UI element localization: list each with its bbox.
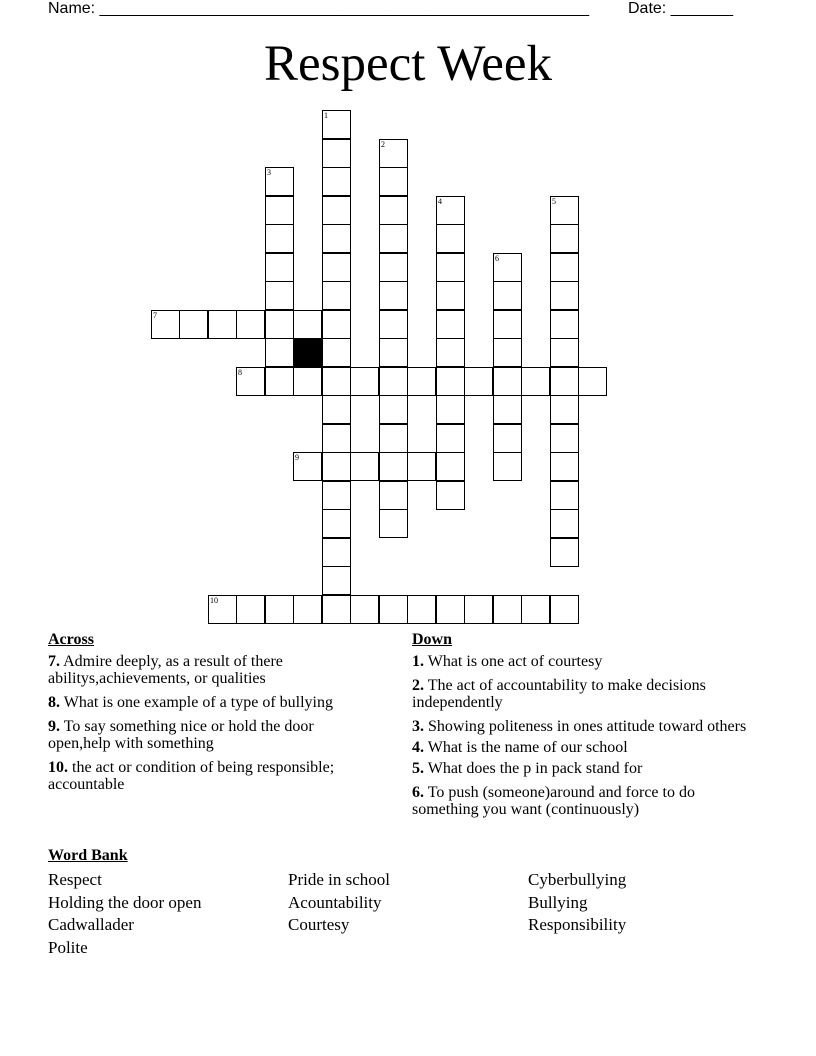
grid-cell[interactable] (578, 367, 607, 396)
clue-number: 4 (438, 197, 442, 206)
grid-cell[interactable] (322, 338, 351, 367)
grid-cell[interactable] (322, 509, 351, 538)
grid-cell[interactable] (293, 310, 322, 339)
down-clue-4: 4. What is the name of our school (412, 739, 628, 756)
grid-cell[interactable] (464, 595, 493, 624)
grid-cell[interactable] (265, 367, 294, 396)
grid-cell[interactable] (436, 424, 465, 453)
clue-number: 2 (381, 140, 385, 149)
grid-cell[interactable] (407, 452, 436, 481)
grid-cell[interactable] (436, 338, 465, 367)
grid-cell[interactable] (493, 310, 522, 339)
grid-cell[interactable] (265, 167, 294, 196)
grid-cell[interactable] (521, 367, 550, 396)
grid-cell[interactable] (436, 281, 465, 310)
word-bank-item: Acountability (288, 892, 382, 912)
grid-cell[interactable] (436, 224, 465, 253)
grid-cell[interactable] (379, 509, 408, 538)
word-bank-item: Bullying (528, 892, 588, 912)
grid-cell[interactable] (493, 452, 522, 481)
grid-cell[interactable] (436, 452, 465, 481)
word-bank-heading: Word Bank (48, 847, 128, 864)
grid-cell[interactable] (151, 310, 180, 339)
date-line: Date: _______ (628, 0, 733, 17)
grid-cell[interactable] (407, 367, 436, 396)
grid-cell[interactable] (379, 367, 408, 396)
word-bank-item: Respect (48, 870, 102, 889)
grid-cell[interactable] (493, 338, 522, 367)
grid-cell[interactable] (550, 481, 579, 510)
grid-cell[interactable] (379, 481, 408, 510)
grid-cell[interactable] (293, 452, 322, 481)
down-clue-1: 1. What is one act of courtesy (412, 653, 603, 670)
grid-cell[interactable] (322, 367, 351, 396)
grid-cell[interactable] (322, 595, 351, 624)
down-heading: Down (412, 631, 453, 648)
grid-cell[interactable] (550, 509, 579, 538)
grid-cell[interactable] (350, 452, 379, 481)
grid-cell[interactable] (379, 196, 408, 225)
grid-cell[interactable] (550, 595, 579, 624)
grid-cell[interactable] (464, 367, 493, 396)
grid-cell[interactable] (550, 253, 579, 282)
grid-cell[interactable] (493, 424, 522, 453)
grid-cell[interactable] (550, 424, 579, 453)
grid-cell[interactable] (550, 367, 579, 396)
grid-cell[interactable] (265, 338, 294, 367)
grid-cell[interactable] (322, 224, 351, 253)
word-bank-item: Polite (48, 937, 88, 957)
word-bank-column (288, 869, 390, 937)
down-clue-list (412, 653, 752, 825)
grid-cell[interactable] (493, 595, 522, 624)
grid-cell[interactable] (236, 367, 265, 396)
grid-cell[interactable] (550, 538, 579, 567)
grid-cell[interactable] (379, 281, 408, 310)
grid-cell[interactable] (521, 595, 550, 624)
grid-cell[interactable] (293, 367, 322, 396)
down-clue-2: 2. The act of accountability to make decisions independently (412, 677, 706, 711)
word-bank-column (528, 869, 626, 937)
grid-cell[interactable] (379, 167, 408, 196)
grid-cell[interactable] (322, 110, 351, 139)
grid-cell[interactable] (265, 310, 294, 339)
clue-number: 7 (153, 311, 157, 320)
grid-cell[interactable] (550, 452, 579, 481)
grid-cell[interactable] (550, 338, 579, 367)
grid-cell[interactable] (322, 538, 351, 567)
grid-cell[interactable] (379, 424, 408, 453)
grid-cell[interactable] (379, 224, 408, 253)
grid-cell[interactable] (436, 481, 465, 510)
grid-cell[interactable] (322, 424, 351, 453)
grid-cell[interactable] (493, 281, 522, 310)
down-clue-5: 5. What does the p in pack stand for (412, 760, 643, 777)
across-clue-10: 10. the act or condition of being responsible; accountable (48, 759, 335, 793)
grid-cell[interactable] (493, 367, 522, 396)
grid-cell[interactable] (436, 595, 465, 624)
grid-cell[interactable] (350, 595, 379, 624)
clue-number: 5 (552, 197, 556, 206)
grid-cell[interactable] (379, 595, 408, 624)
grid-cell[interactable] (322, 139, 351, 168)
grid-cell[interactable] (208, 595, 237, 624)
word-bank-item: Cyberbullying (528, 870, 627, 889)
clue-number: 8 (238, 368, 242, 377)
grid-cell[interactable] (379, 310, 408, 339)
grid-cell[interactable] (436, 253, 465, 282)
grid-cell[interactable] (407, 595, 436, 624)
across-heading: Across (48, 631, 94, 648)
grid-cell[interactable] (350, 367, 379, 396)
grid-cell[interactable] (550, 395, 579, 424)
clue-number: 10 (210, 596, 218, 605)
clue-number: 1 (324, 111, 328, 120)
clue-number: 6 (495, 254, 499, 263)
grid-cell[interactable] (493, 395, 522, 424)
across-clue-8: 8. What is one example of a type of bullying (48, 694, 333, 711)
grid-cell[interactable] (322, 452, 351, 481)
down-clue-6: 6. To push (someone)around and force to do something you want (continuously) (412, 784, 695, 818)
grid-cell[interactable] (265, 281, 294, 310)
grid-cell[interactable] (493, 253, 522, 282)
grid-cell[interactable] (322, 395, 351, 424)
word-bank-item: Responsibility (528, 915, 627, 934)
word-bank-column (48, 869, 201, 959)
grid-cell[interactable] (322, 281, 351, 310)
grid-cell[interactable] (436, 196, 465, 225)
word-bank-item: Cadwallader (48, 915, 134, 934)
grid-cell[interactable] (436, 367, 465, 396)
clue-number: 3 (267, 168, 271, 177)
grid-cell[interactable] (265, 224, 294, 253)
clue-number: 9 (295, 453, 299, 462)
across-clue-list (48, 653, 378, 800)
grid-cell[interactable] (379, 395, 408, 424)
grid-cell[interactable] (379, 139, 408, 168)
grid-cell[interactable] (379, 452, 408, 481)
grid-cell[interactable] (293, 595, 322, 624)
grid-cell[interactable] (379, 338, 408, 367)
black-cell (293, 338, 322, 367)
grid-cell[interactable] (322, 167, 351, 196)
grid-cell[interactable] (322, 310, 351, 339)
grid-cell[interactable] (236, 595, 265, 624)
down-clue-3: 3. Showing politeness in ones attitude toward others (412, 718, 747, 735)
word-bank-item: Holding the door open (48, 892, 202, 912)
across-clue-9: 9. To say something nice or hold the door open,help with something (48, 718, 314, 752)
grid-cell[interactable] (322, 481, 351, 510)
grid-cell[interactable] (550, 281, 579, 310)
grid-cell[interactable] (322, 566, 351, 595)
grid-cell[interactable] (322, 196, 351, 225)
grid-cell[interactable] (550, 310, 579, 339)
grid-cell[interactable] (379, 253, 408, 282)
name-line: Name: _______________________________________________________ (48, 0, 589, 17)
word-bank-item: Courtesy (288, 915, 350, 934)
page-title: Respect Week (263, 36, 553, 92)
grid-cell[interactable] (265, 595, 294, 624)
grid-cell[interactable] (179, 310, 208, 339)
grid-cell[interactable] (322, 253, 351, 282)
across-clue-7: 7. Admire deeply, as a result of there abilitys,achievements, or qualities (48, 653, 283, 687)
grid-cell[interactable] (236, 310, 265, 339)
grid-cell[interactable] (265, 253, 294, 282)
grid-cell[interactable] (436, 310, 465, 339)
grid-cell[interactable] (550, 224, 579, 253)
grid-cell[interactable] (436, 395, 465, 424)
grid-cell[interactable] (550, 196, 579, 225)
word-bank-item: Pride in school (288, 870, 390, 889)
grid-cell[interactable] (265, 196, 294, 225)
grid-cell[interactable] (208, 310, 237, 339)
